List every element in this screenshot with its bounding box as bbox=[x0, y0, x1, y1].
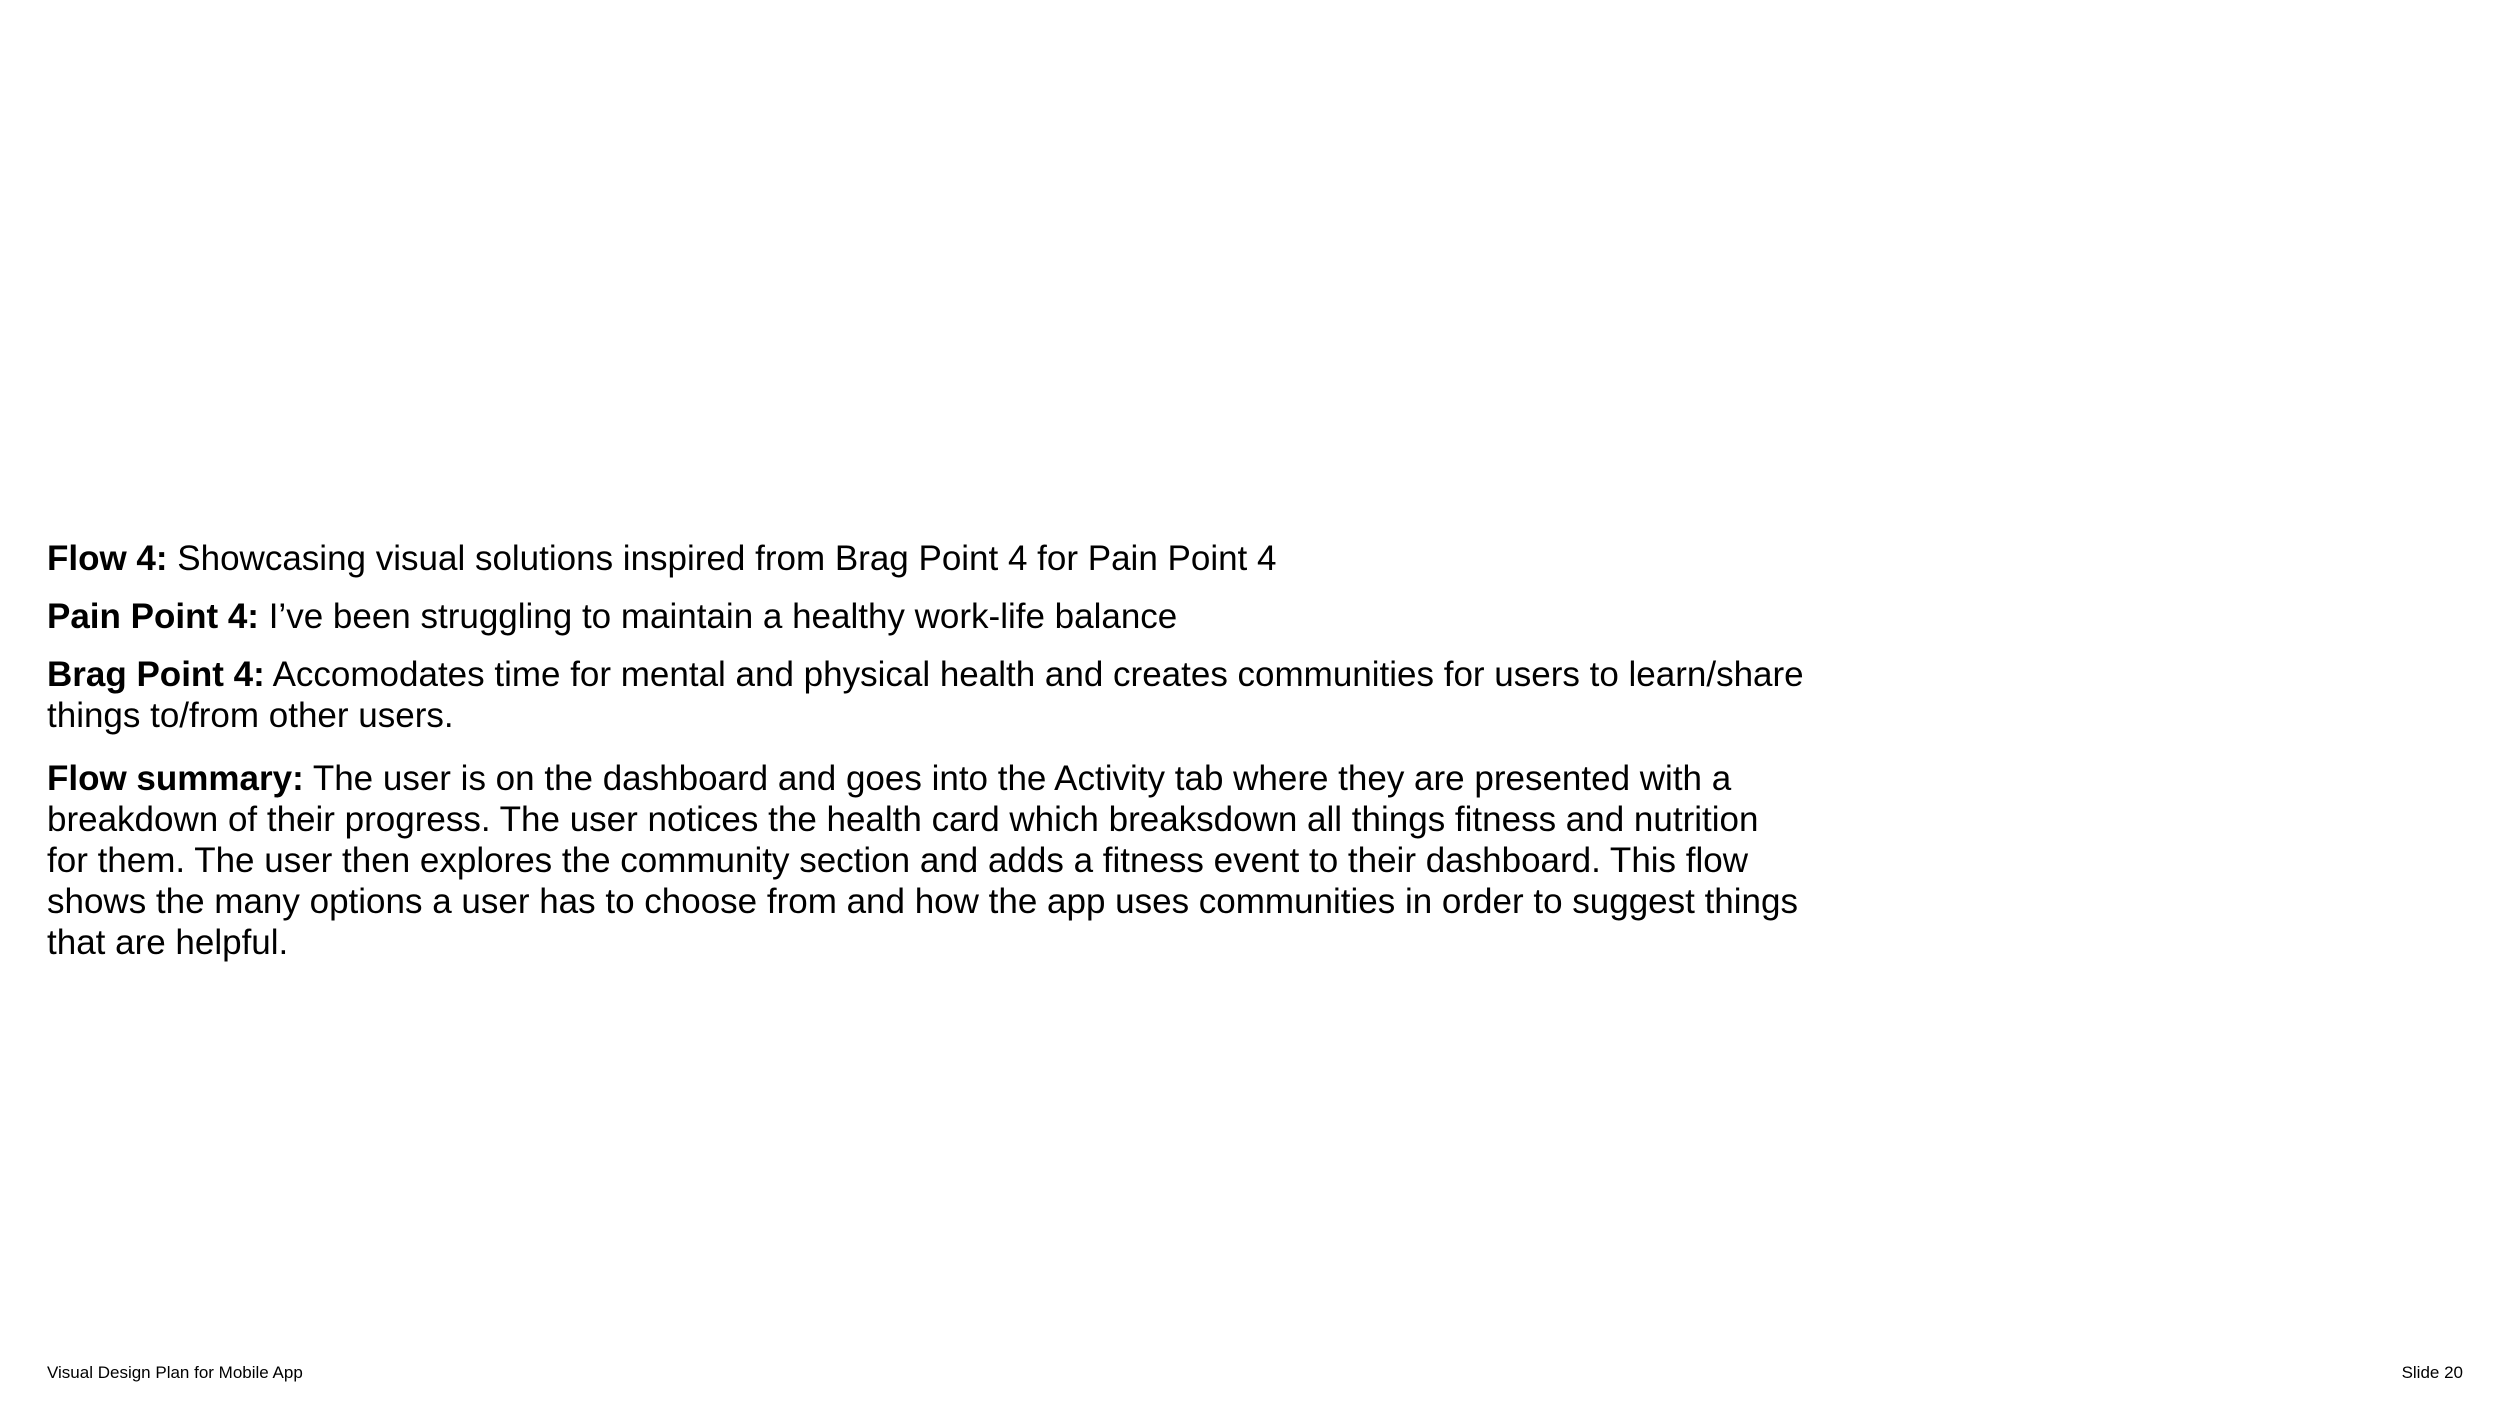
pain-point-text: I’ve been struggling to maintain a healthy work-life balance bbox=[258, 597, 1178, 636]
brag-point-text: Accomodates time for mental and physical health and creates communities for users to learn/share things to/from other users. bbox=[47, 655, 1804, 735]
slide-number: Slide 20 bbox=[2401, 1363, 2463, 1382]
slide-body bbox=[47, 538, 1807, 963]
flow-text: Showcasing visual solutions inspired from Brag Point 4 for Pain Point 4 bbox=[167, 539, 1277, 578]
flow-line bbox=[47, 538, 1807, 579]
pain-point-line bbox=[47, 596, 1807, 637]
flow-summary-label: Flow summary: bbox=[47, 759, 304, 798]
pain-point-label: Pain Point 4: bbox=[47, 597, 259, 636]
brag-point-line bbox=[47, 654, 1807, 736]
footer-title: Visual Design Plan for Mobile App bbox=[47, 1363, 303, 1382]
flow-summary-line bbox=[47, 758, 1807, 963]
flow-label: Flow 4: bbox=[47, 539, 168, 578]
brag-point-label: Brag Point 4: bbox=[47, 655, 265, 694]
flow-summary-text: The user is on the dashboard and goes into the Activity tab where they are presented with a breakdown of their progress. The user notices the health card which breaksdown all things fitness and nutrition for them. The user then explores the community section and adds a fitness event to their dashboard. This flow shows the many options a user has to choose from and how the app uses communities in order to suggest things that are helpful. bbox=[47, 759, 1798, 962]
